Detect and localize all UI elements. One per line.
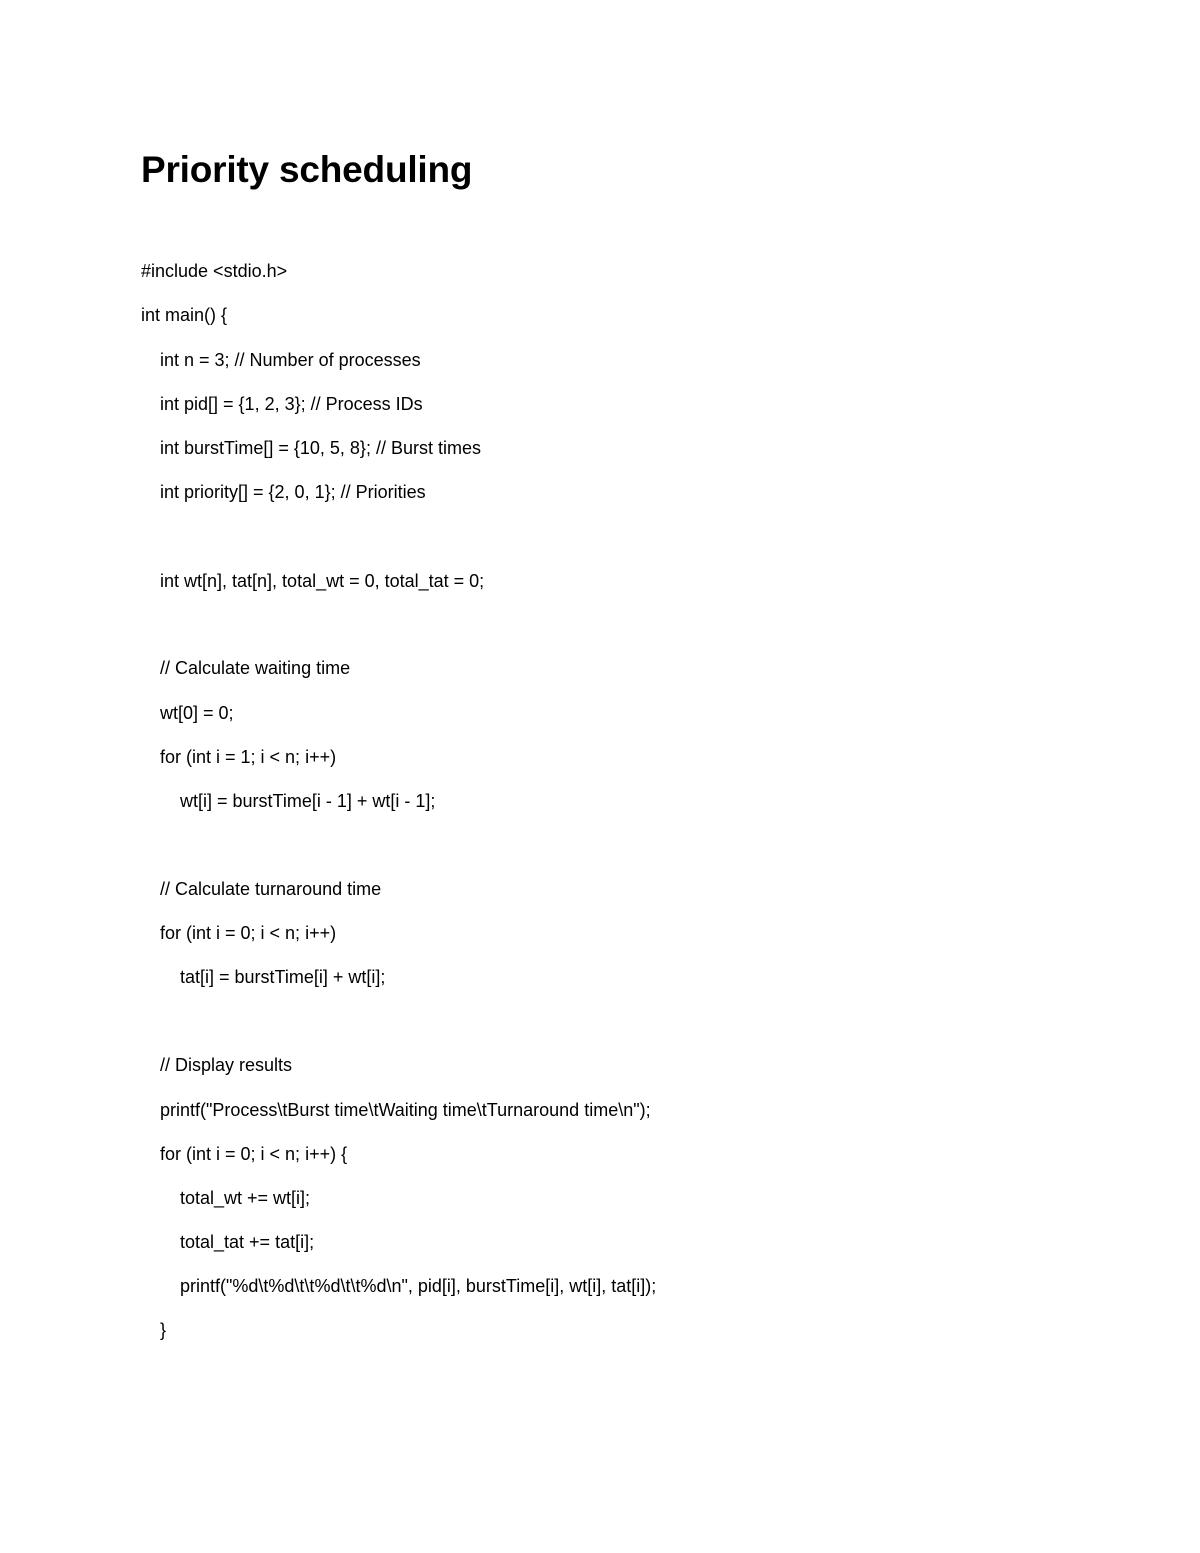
code-line: int pid[] = {1, 2, 3}; // Process IDs [160, 394, 423, 414]
code-line: int priority[] = {2, 0, 1}; // Priorities [160, 482, 426, 502]
code-line: // Calculate turnaround time [160, 879, 382, 899]
page-title: Priority scheduling [141, 149, 473, 190]
code-line: for (int i = 1; i < n; i++) [160, 747, 337, 767]
code-line: // Calculate waiting time [160, 658, 351, 678]
code-line: #include <stdio.h> [141, 261, 288, 281]
code-line: total_tat += tat[i]; [180, 1232, 315, 1252]
code-line: wt[i] = burstTime[i - 1] + wt[i - 1]; [180, 791, 436, 811]
code-line: int wt[n], tat[n], total_wt = 0, total_tat = 0; [160, 571, 485, 591]
code-line: printf("Process\tBurst time\tWaiting time\tTurnaround time\n"); [160, 1100, 651, 1120]
code-line: int burstTime[] = {10, 5, 8}; // Burst times [160, 438, 481, 458]
code-line: total_wt += wt[i]; [180, 1188, 311, 1208]
code-line: tat[i] = burstTime[i] + wt[i]; [180, 967, 386, 987]
code-line: for (int i = 0; i < n; i++) { [160, 1144, 348, 1164]
code-line: for (int i = 0; i < n; i++) [160, 923, 337, 943]
code-line: wt[0] = 0; [160, 703, 234, 723]
code-line: // Display results [160, 1055, 293, 1075]
code-block [141, 0, 1141, 1553]
code-line: int n = 3; // Number of processes [160, 350, 421, 370]
code-line: } [160, 1320, 167, 1340]
code-line: int main() { [141, 305, 228, 325]
code-line: printf("%d\t%d\t\t%d\t\t%d\n", pid[i], burstTime[i], wt[i], tat[i]); [180, 1276, 657, 1296]
